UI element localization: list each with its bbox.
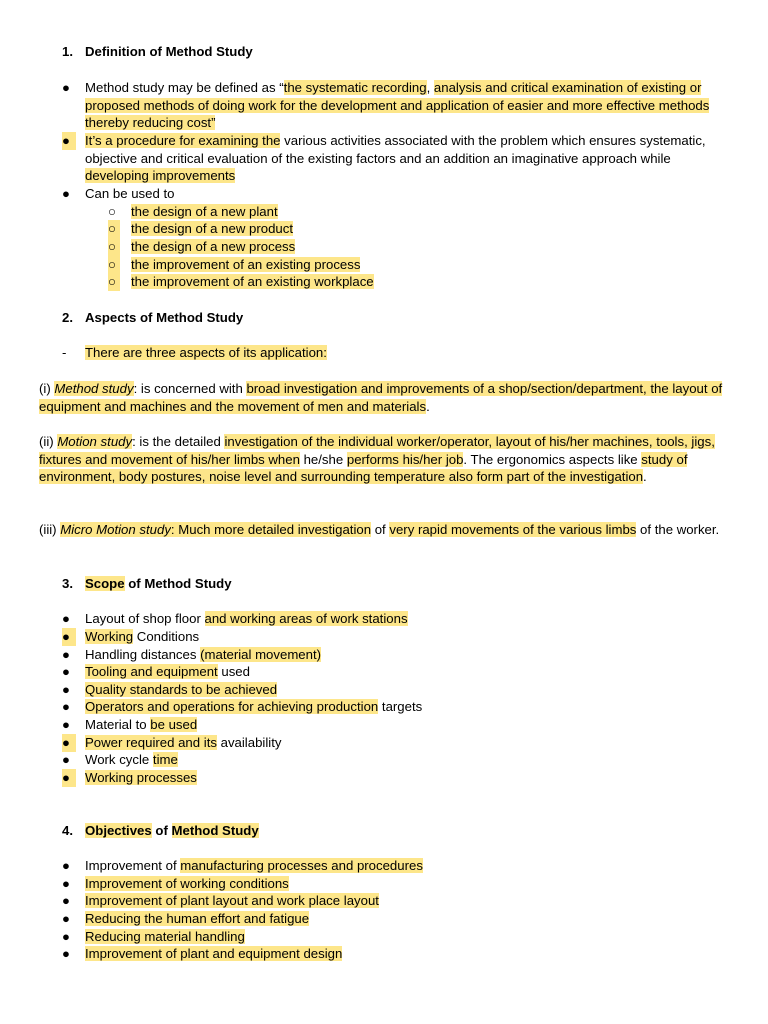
objective-item: ● Improvement of plant and equipment design [62,946,343,961]
bullet-marker: ● [62,876,70,891]
bullet-text: It’s a procedure for examining the various activities associated with the problem which ensures systematic, objective and critical evaluation of the existing factors and an addition an imaginative approach while developing improvements [85,133,706,184]
scope-item: ● Layout of shop floor and working areas of work stations [62,611,408,626]
bullet-marker: ● [62,752,70,767]
scope-item: ● Working processes [62,770,197,785]
bullet-marker: ● [62,132,76,150]
bullet-marker: ● [62,858,70,873]
bullet-marker: ● [62,893,70,908]
sub-item: ○ the design of a new plant [108,204,278,219]
bullet-marker: ● [62,186,70,201]
bullet-marker: ● [62,769,76,787]
bullet-marker: ● [62,929,70,944]
procedure-bullet [62,132,732,185]
section-4-heading: 4. Objectives of Method Study [62,823,259,838]
aspects-intro: - There are three aspects of its application: [62,345,327,360]
bullet-marker: ● [62,628,76,646]
bullet-marker: ● [62,734,76,752]
scope-item: ● Work cycle time [62,752,178,767]
sub-item: ○ the improvement of an existing workplace [108,274,374,289]
bullet-marker: ● [62,717,70,732]
bullet-marker: ● [62,80,70,95]
scope-item: ● Quality standards to be achieved [62,682,278,697]
uses-bullet: ● Can be used to [62,186,175,201]
bullet-marker: ● [62,664,70,679]
objective-item: ● Reducing material handling [62,929,245,944]
objective-item: ● Reducing the human effort and fatigue [62,911,310,926]
aspect-motion-study: (ii) Motion study: is the detailed investigation of the individual worker/operator, layout of his/her machines, tools, jigs, fixtures and movement of his/her limbs when he/she performs his/her job. The ergonomics aspects like study of environment, body postures, noise level and surrounding temperature also form part of the investigation. [39,434,715,485]
bullet-marker: ● [62,611,70,626]
circle-marker: ○ [108,273,120,291]
section-1-heading: 1. Definition of Method Study [62,44,253,59]
aspect-method-study: (i) Method study: is concerned with broad investigation and improvements of a shop/section/department, the layout of equipment and machines and the movement of men and materials. [39,381,723,414]
section-2-heading: 2. Aspects of Method Study [62,310,244,325]
bullet-marker: ● [62,699,70,714]
sub-item: ○ the design of a new process [108,239,296,254]
sub-item: ○ the improvement of an existing process [108,257,361,272]
bullet-marker: ● [62,647,70,662]
scope-item: ● Working Conditions [62,629,200,644]
objective-item: ● Improvement of working conditions [62,876,289,891]
objective-item: ● Improvement of manufacturing processes and procedures [62,858,423,873]
bullet-marker: ● [62,682,70,697]
dash-marker: - [62,345,67,360]
bullet-marker: ● [62,911,70,926]
scope-item: ● Handling distances (material movement) [62,647,322,662]
scope-item: ● Material to be used [62,717,198,732]
scope-item: ● Power required and its availability [62,735,282,750]
sub-item: ○ the design of a new product [108,221,294,236]
bullet-marker: ● [62,946,70,961]
section-3-heading: 3. Scope of Method Study [62,576,232,591]
circle-marker: ○ [108,256,120,274]
definition-bullet [62,79,732,132]
scope-item: ● Operators and operations for achieving production targets [62,699,423,714]
objective-item: ● Improvement of plant layout and work place layout [62,893,379,908]
scope-item: ● Tooling and equipment used [62,664,250,679]
bullet-text: Method study may be defined as “the systematic recording, analysis and critical examination of existing or proposed methods of doing work for the development and application of easier and more effective methods thereby reducing cost” [85,80,710,131]
aspect-micro-motion-study: (iii) Micro Motion study: Much more detailed investigation of very rapid movements of the various limbs of the worker. [39,522,720,537]
circle-marker: ○ [108,204,116,219]
circle-marker: ○ [108,220,120,238]
circle-marker: ○ [108,238,120,256]
